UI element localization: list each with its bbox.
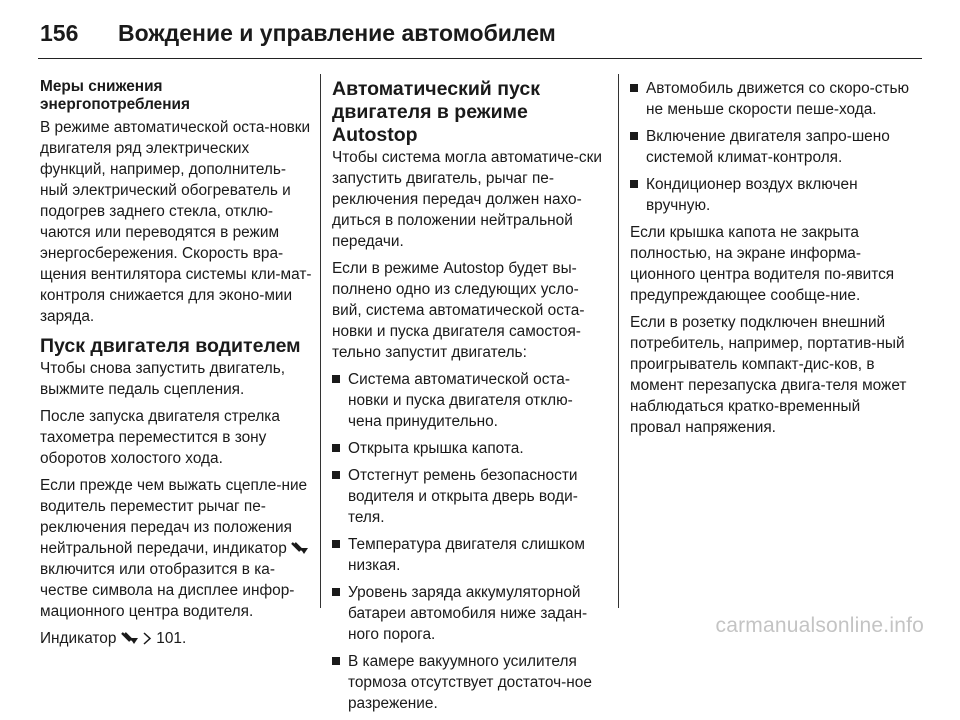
list-item: Включение двигателя запро-шено системой климат-контроля. bbox=[630, 126, 914, 168]
bullet-icon bbox=[630, 84, 638, 92]
page-number: 156 bbox=[40, 20, 79, 46]
autostop-conditions-list-continued bbox=[630, 78, 914, 216]
bullet-icon bbox=[630, 132, 638, 140]
section-heading-driver-start: Пуск двигателя водителем bbox=[40, 335, 301, 357]
heading-line-2: двигателя в режиме Autostop bbox=[332, 101, 528, 146]
autostop-paragraph-1: Чтобы система могла автоматиче-ски запустить двигатель, рычаг пе-реключения передач должен нахо-диться в положении нейтральной передачи. bbox=[332, 149, 602, 250]
section-heading-autostop bbox=[332, 78, 604, 147]
autostop-conditions-list bbox=[332, 369, 604, 714]
page-header bbox=[38, 16, 922, 60]
voltage-drop-paragraph: Если в розетку подключен внешний потребитель, например, портатив-ный проигрыватель компакт-дис-ков, в момент перезапуска двига-теля может наблюдаться кратко-временный провал напряжения. bbox=[630, 314, 907, 436]
chapter-title: Вождение и управление автомобилем bbox=[118, 20, 556, 46]
bullet-icon bbox=[332, 375, 340, 383]
clutch-paragraph: Чтобы снова запустить двигатель, выжмите педаль сцепления. bbox=[40, 360, 286, 398]
bullet-icon bbox=[332, 657, 340, 665]
list-item: Уровень заряда аккумуляторной батареи автомобиля ниже задан-ного порога. bbox=[332, 582, 604, 645]
indicator-paragraph: Если прежде чем выжать сцепле-ние водитель переместит рычаг пе-реключения передач из положения нейтральной передачи, индикатор включится или отобразится в ка-честве символа на дисплее инфор-мационного центра водителя. bbox=[40, 477, 308, 620]
bullet-icon bbox=[332, 588, 340, 596]
list-item: В камере вакуумного усилителя тормоза отсутствует достаточ-ное разрежение. bbox=[332, 651, 604, 714]
watermark: carmanualsonline.info bbox=[715, 614, 924, 637]
column-left bbox=[40, 78, 312, 655]
column-middle bbox=[332, 78, 604, 720]
bullet-icon bbox=[332, 471, 340, 479]
bullet-icon bbox=[332, 540, 340, 548]
bullet-icon bbox=[630, 180, 638, 188]
autostop-indicator-icon bbox=[291, 541, 309, 555]
list-item: Автомобиль движется со скоро-стью не меньше скорости пеше-хода. bbox=[630, 78, 914, 120]
subheading-line-1: Меры снижения bbox=[40, 78, 163, 95]
column-right bbox=[630, 78, 914, 444]
list-item: Кондиционер воздух включен вручную. bbox=[630, 174, 914, 216]
page-reference-link[interactable]: 101. bbox=[156, 630, 187, 647]
bullet-icon bbox=[332, 444, 340, 452]
page-reference-arrow-icon[interactable] bbox=[143, 632, 152, 645]
list-item: Температура двигателя слишком низкая. bbox=[332, 534, 604, 576]
subheading-line-2: энергопотребления bbox=[40, 96, 190, 113]
column-divider-2 bbox=[618, 74, 619, 608]
heading-line-1: Автоматический пуск bbox=[332, 78, 540, 100]
list-item: Отстегнут ремень безопасности водителя и открыта дверь води-теля. bbox=[332, 465, 604, 528]
list-item: Открыта крышка капота. bbox=[332, 438, 604, 459]
autostop-paragraph-2: Если в режиме Autostop будет вы-полнено одно из следующих усло-вий, система автоматической оста-новки и пуска двигателя самостоя-тельно запустит двигатель: bbox=[332, 260, 585, 361]
energy-paragraph: В режиме автоматической оста-новки двигателя ряд электрических функций, например, дополнитель-ный электрический обогреватель и подогрев заднего стекла, отклю-чаются или переводятся в режим энергосбережения. Скорость вра-щения вентилятора системы кли-мат-контроля снижается для эконо-мии заряда. bbox=[40, 119, 312, 325]
header-divider bbox=[38, 58, 922, 59]
hood-warning-paragraph: Если крышка капота не закрыта полностью, на экране информа-ционного центра водителя по-явится предупреждающее сообще-ние. bbox=[630, 224, 895, 304]
column-divider-1 bbox=[320, 74, 321, 608]
autostop-indicator-icon bbox=[121, 631, 139, 645]
section-subheading bbox=[40, 78, 312, 114]
indicator-reference-paragraph: Индикатор 101. bbox=[40, 630, 187, 647]
tachometer-paragraph: После запуска двигателя стрелка тахометра переместится в зону оборотов холостого хода. bbox=[40, 408, 280, 467]
list-item: Система автоматической оста-новки и пуска двигателя отклю-чена принудительно. bbox=[332, 369, 604, 432]
